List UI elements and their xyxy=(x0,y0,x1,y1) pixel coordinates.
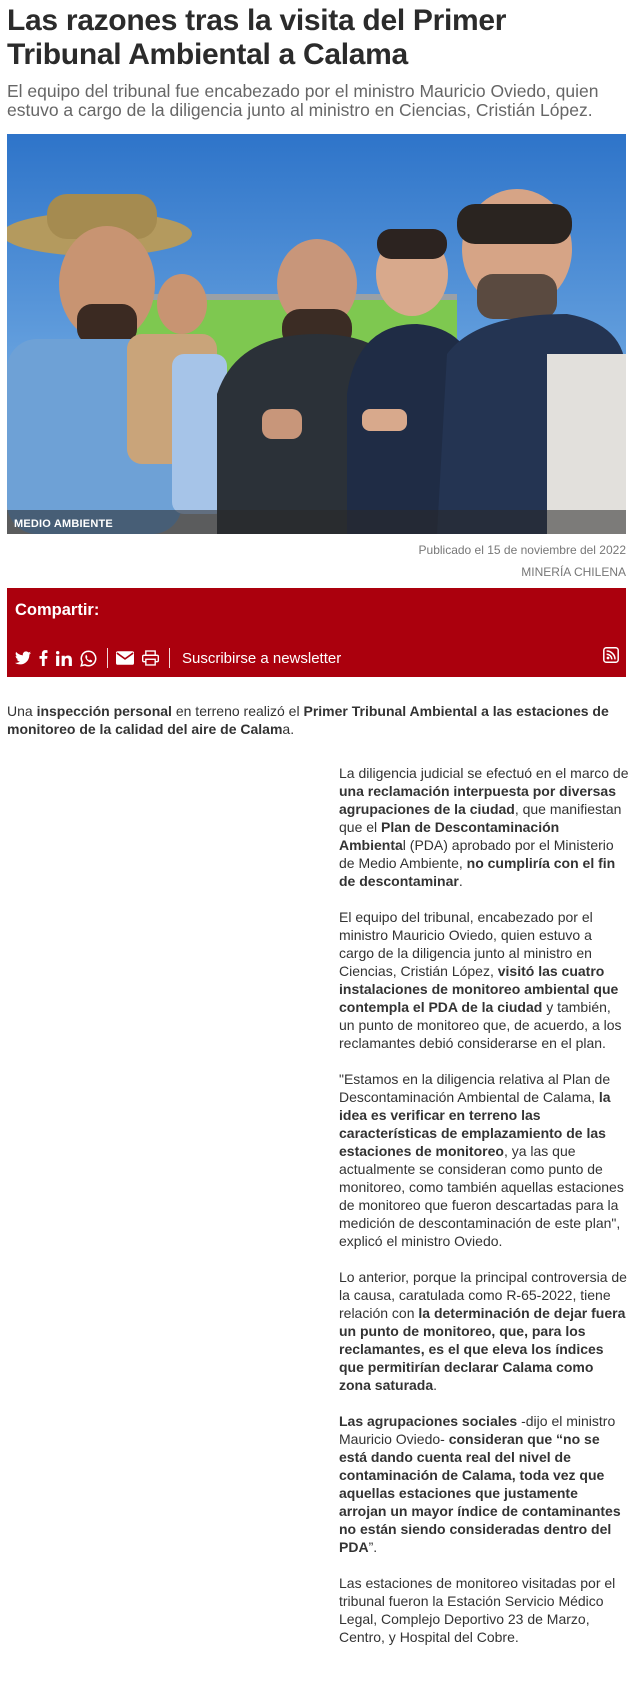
hero-photo-image xyxy=(7,134,626,534)
hero-photo[interactable] xyxy=(7,134,626,534)
article-source[interactable]: MINERÍA CHILENA xyxy=(521,565,626,579)
email-icon[interactable] xyxy=(116,648,134,668)
paragraph: Las estaciones de monitoreo visitadas por el tribunal fueron la Estación Servicio Médico Legal, Complejo Deportivo 23 de Marzo, Centro, y Hospital del Cobre. xyxy=(339,1575,616,1645)
paragraph: Las agrupaciones sociales -dijo el ministro Mauricio Oviedo- consideran que “no se está dando cuenta real del nivel de contaminación de Calama, toda vez que aquellas estaciones que justamente arrojan un mayor índice de contaminantes no están siendo consideradas dentro del PDA”. xyxy=(339,1413,621,1555)
paragraph: Lo anterior, porque la principal controversia de la causa, caratulada como R-65-2022, tiene relación con la determinación de dejar fuera un punto de monitoreo, que, para los reclamantes, es el que eleva los índices que permitirían declarar Calama como zona saturada. xyxy=(339,1269,627,1393)
share-icons xyxy=(15,647,341,669)
share-title: Compartir: xyxy=(15,601,100,619)
paragraph: La diligencia judicial se efectuó en el marco de una reclamación interpuesta por diversas agrupaciones de la ciudad, que manifiestan que el Plan de Descontaminación Ambiental (PDA) aprobado por el Ministerio de Medio Ambiente, no cumpliría con el fin de descontaminar. xyxy=(339,765,629,889)
article-body xyxy=(339,764,629,1646)
linkedin-icon[interactable] xyxy=(56,648,72,668)
article-meta xyxy=(7,543,626,579)
page-title: Las razones tras la visita del Primer Tribunal Ambiental a Calama xyxy=(7,4,507,71)
twitter-icon[interactable] xyxy=(15,648,31,668)
print-icon[interactable] xyxy=(142,648,159,668)
share-divider xyxy=(107,648,108,668)
article-lead: Una inspección personal en terreno realizó el Primer Tribunal Ambiental a las estaciones de monitoreo de la calidad del aire de Calama. xyxy=(7,703,609,737)
newsletter-link[interactable]: Suscribirse a newsletter xyxy=(182,649,342,667)
category-tag[interactable]: MEDIO AMBIENTE xyxy=(14,518,113,530)
whatsapp-icon[interactable] xyxy=(80,648,97,668)
paragraph: "Estamos en la diligencia relativa al Plan de Descontaminación Ambiental de Calama, la idea es verificar en terreno las características de emplazamiento de las estaciones de monitoreo, ya las que actualmente se consideran como punto de monitoreo, como también aquellas estaciones de monitoreo que fueron descartadas para la medición de descontaminación de este plan", explicó el ministro Oviedo. xyxy=(339,1071,624,1249)
paragraph: El equipo del tribunal, encabezado por el ministro Mauricio Oviedo, quien estuvo a cargo de la diligencia junto al ministro en Ciencias, Cristián López, visitó las cuatro instalaciones de monitoreo ambiental que contempla el PDA de la ciudad y también, un punto de monitoreo que, de acuerdo, a los reclamantes debió considerarse en el plan. xyxy=(339,909,622,1051)
article-subtitle: El equipo del tribunal fue encabezado por el ministro Mauricio Oviedo, quien estuvo a cargo de la diligencia junto al ministro en Ciencias, Cristián López. xyxy=(7,81,599,120)
publish-date: Publicado el 15 de noviembre del 2022 xyxy=(418,543,626,557)
facebook-icon[interactable] xyxy=(39,648,48,668)
share-divider xyxy=(169,648,170,668)
share-bar xyxy=(7,588,626,677)
rss-icon[interactable] xyxy=(603,647,619,668)
